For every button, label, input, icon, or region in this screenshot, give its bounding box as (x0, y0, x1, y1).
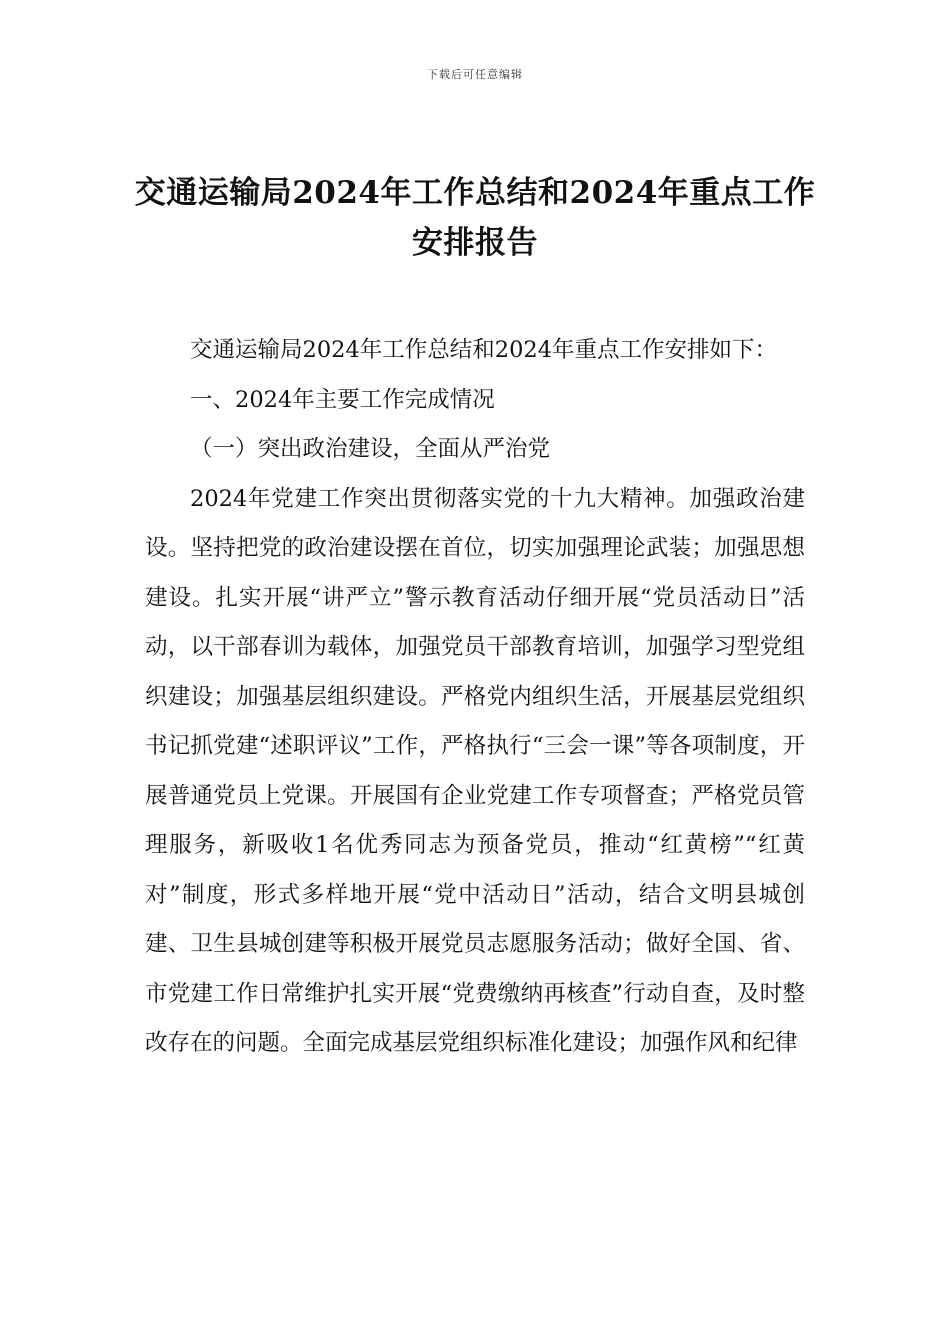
intro-paragraph: 交通运输局2024年工作总结和2024年重点工作安排如下： (190, 337, 778, 363)
body-paragraph: 2024年党建工作突出贯彻落实党的十九大精神。加强政治建设。坚持把党的政治建设摆在首位，切实加强理论武装；加强思想建设。扎实开展“讲严立”警示教育活动仔细开展“党员活动日”活动，以干部春训为载体，加强党员干部教育培训，加强学习型党组织建设；加强基层组织建设。严格党内组织生活，开展基层党组织书记抓党建“述职评议”工作，严格执行“三会一课”等各项制度，开展普通党员上党课。开展国有企业党建工作专项督查；严格党员管理服务，新吸收1名优秀同志为预备党员，推动“红黄榜”“红黄对”制度，形式多样地开展“党中活动日”活动，结合文明县城创建、卫生县城创建等积极开展党员志愿服务活动；做好全国、省、市党建工作日常维护扎实开展“党费缴纳再核查”行动自查，及时整改存在的问题。全面完成基层党组织标准化建设；加强作风和纪律 (145, 485, 805, 1056)
subsection-heading: （一）突出政治建设，全面从严治党 (190, 436, 551, 462)
document-body (145, 326, 805, 1069)
document-title: 交通运输局2024年工作总结和2024年重点工作安排报告 (134, 175, 816, 261)
header-note: 下载后可任意编辑 (427, 68, 523, 81)
section-heading: 一、2024年主要工作完成情况 (190, 386, 495, 413)
